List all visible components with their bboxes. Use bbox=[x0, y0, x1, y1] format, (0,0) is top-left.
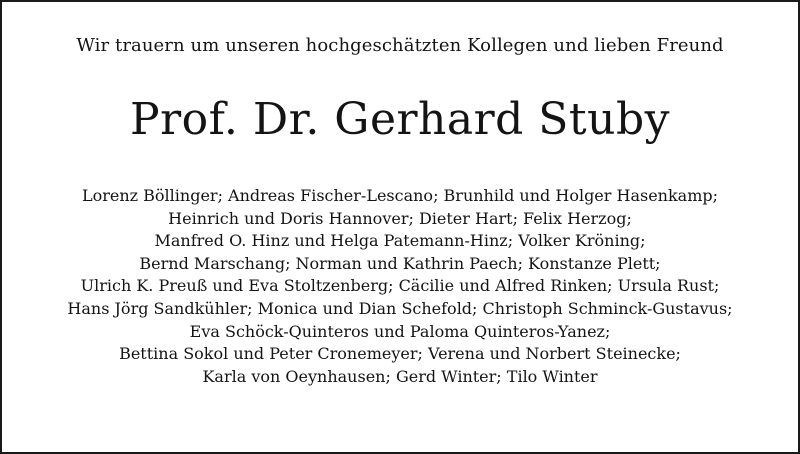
mourner-line: Lorenz Böllinger; Andreas Fischer-Lescano; Brunhild und Holger Hasenkamp; bbox=[81, 186, 719, 205]
mourner-line: Manfred O. Hinz und Helga Patemann-Hinz; Volker Kröning; bbox=[154, 231, 646, 251]
mourner-line: Karla von Oeynhausen; Gerd Winter; Tilo Winter bbox=[202, 366, 598, 386]
deceased-name: Prof. Dr. Gerhard Stuby bbox=[130, 94, 670, 145]
mourner-line: Bettina Sokol und Peter Cronemeyer; Verena und Norbert Steinecke; bbox=[119, 344, 681, 364]
mourners-list bbox=[2, 185, 798, 388]
mourner-line: Eva Schöck-Quinteros und Paloma Quinteros-Yanez; bbox=[189, 321, 611, 341]
mourner-line: Ulrich K. Preuß und Eva Stoltzenberg; Cäcilie und Alfred Rinken; Ursula Rust; bbox=[80, 276, 720, 296]
mourner-line: Bernd Marschang; Norman und Kathrin Paech; Konstanze Plett; bbox=[139, 253, 661, 273]
intro-text: Wir trauern um unseren hochgeschätzten Kollegen und lieben Freund bbox=[76, 35, 724, 56]
mourner-line: Hans Jörg Sandkühler; Monica und Dian Schefold; Christoph Schminck-Gustavus; bbox=[67, 298, 733, 318]
mourner-line: Heinrich und Doris Hannover; Dieter Hart; Felix Herzog; bbox=[168, 208, 632, 228]
